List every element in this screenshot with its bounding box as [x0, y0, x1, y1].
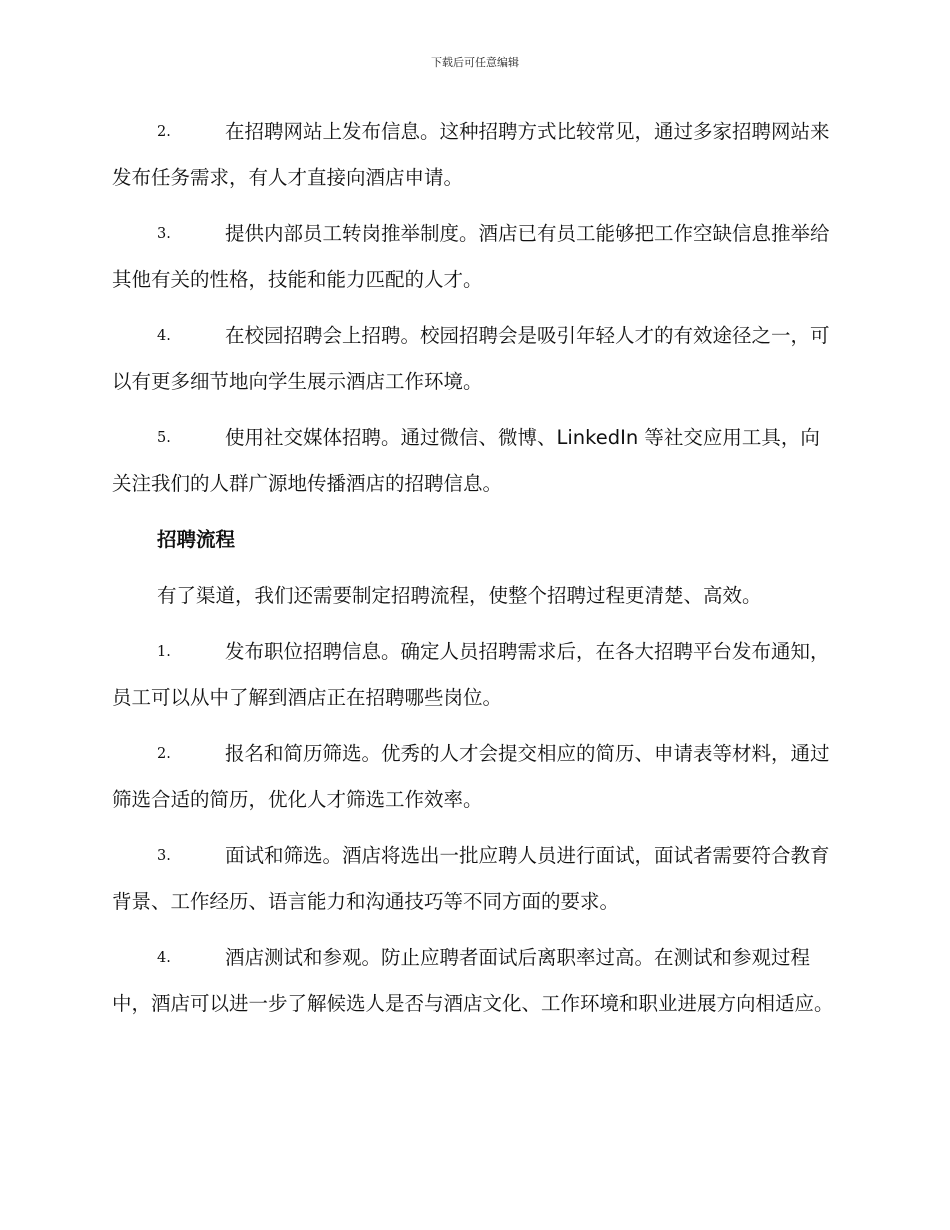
- document-body: [112, 109, 837, 1037]
- list-item: [112, 833, 837, 925]
- list-number: 2.: [157, 124, 171, 140]
- list-item: [112, 731, 837, 823]
- page-header: 下载后可任意编辑: [431, 56, 519, 69]
- list-number: 4.: [157, 328, 171, 344]
- list-item: [112, 313, 837, 405]
- list-text: 在校园招聘会上招聘。校园招聘会是吸引年轻人才的有效途径之一，可以有更多细节地向学生展示酒店工作环境。: [112, 324, 830, 393]
- list-item: [112, 211, 837, 303]
- list-text: 使用社交媒体招聘。通过微信、微博、LinkedIn 等社交应用工具，向关注我们的人群广源地传播酒店的招聘信息。: [112, 426, 820, 495]
- list-number: 5.: [157, 430, 171, 446]
- section-heading: 招聘流程: [157, 528, 236, 551]
- list-text: 提供内部员工转岗推举制度。酒店已有员工能够把工作空缺信息推举给其他有关的性格，技能和能力匹配的人才。: [112, 222, 830, 291]
- list-text: 面试和筛选。酒店将选出一批应聘人员进行面试，面试者需要符合教育背景、工作经历、语言能力和沟通技巧等不同方面的要求。: [112, 844, 830, 913]
- list-number: 4.: [157, 950, 171, 966]
- list-item: [112, 415, 837, 507]
- list-item: [112, 629, 837, 721]
- section-intro: 有了渠道，我们还需要制定招聘流程，使整个招聘过程更清楚、高效。: [157, 584, 762, 607]
- list-text: 酒店测试和参观。防止应聘者面试后离职率过高。在测试和参观过程中，酒店可以进一步了解候选人是否与酒店文化、工作环境和职业进展方向相适应。: [112, 946, 834, 1015]
- list-number: 3.: [157, 226, 171, 242]
- list-item: [112, 935, 837, 1027]
- list-text: 在招聘网站上发布信息。这种招聘方式比较常见，通过多家招聘网站来发布任务需求，有人才直接向酒店申请。: [112, 120, 830, 189]
- list-text: 报名和简历筛选。优秀的人才会提交相应的简历、申请表等材料，通过筛选合适的简历，优化人才筛选工作效率。: [112, 742, 830, 811]
- list-number: 2.: [157, 746, 171, 762]
- list-text: 发布职位招聘信息。确定人员招聘需求后，在各大招聘平台发布通知，员工可以从中了解到酒店正在招聘哪些岗位。: [112, 640, 830, 709]
- list-number: 3.: [157, 848, 171, 864]
- list-item: [112, 109, 837, 201]
- list-number: 1.: [157, 644, 171, 660]
